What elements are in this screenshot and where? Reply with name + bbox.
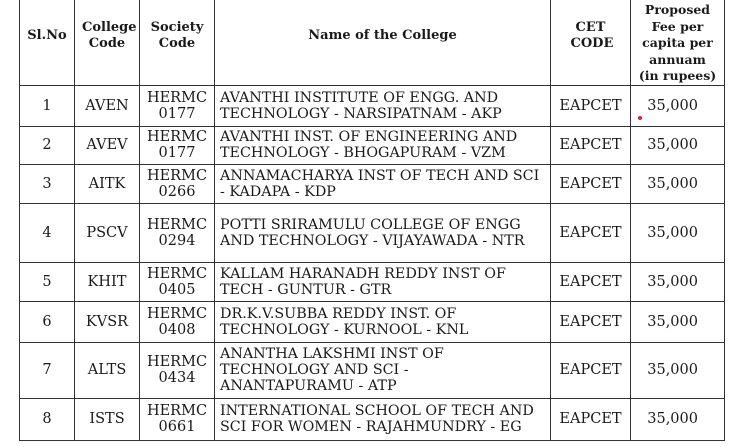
- header-fee-line5: (in rupees): [638, 68, 717, 83]
- row-college-code: KHIT: [75, 262, 140, 301]
- row-college-name: ANNAMACHARYA INST OF TECH AND SCI - KADAPA - KDP: [215, 164, 551, 203]
- row-cet-code: EAPCET: [551, 342, 631, 398]
- header-sl-no: Sl.No: [20, 0, 75, 85]
- row-college-code: AVEN: [75, 85, 140, 126]
- society-code-prefix: HERMC: [146, 167, 208, 184]
- society-code-number: 0177: [158, 105, 196, 122]
- row-college-name: POTTI SRIRAMULU COLLEGE OF ENGG AND TECHNOLOGY - VIJAYAWADA - NTR: [215, 203, 551, 262]
- society-code-number: 0661: [158, 419, 196, 435]
- row-sl-no: 3: [20, 164, 75, 203]
- society-code-number: 0434: [158, 370, 196, 386]
- table-row: [20, 203, 725, 262]
- row-sl-no: 6: [20, 301, 75, 342]
- row-society-code: [140, 301, 215, 342]
- row-society-code: [140, 203, 215, 262]
- row-college-name: INTERNATIONAL SCHOOL OF TECH AND SCI FOR WOMEN - RAJAHMUNDRY - EG: [215, 398, 551, 440]
- header-college-code: College Code: [75, 0, 140, 85]
- fee-table: [19, 0, 725, 441]
- header-fee-line2: Fee per: [651, 18, 704, 34]
- society-code-number: 0177: [158, 145, 196, 161]
- row-fee: 35,000: [631, 126, 725, 164]
- row-college-code: KVSR: [75, 301, 140, 342]
- red-mark: [638, 116, 642, 120]
- row-cet-code: EAPCET: [551, 85, 631, 126]
- society-code-number: 0405: [158, 281, 196, 298]
- header-fee-line4: annuam: [649, 51, 706, 67]
- row-college-code: ISTS: [75, 398, 140, 440]
- society-code-prefix: HERMC: [146, 305, 208, 322]
- society-code-prefix: HERMC: [146, 265, 208, 282]
- row-sl-no: 2: [20, 126, 75, 164]
- society-code-number: 0408: [158, 321, 196, 338]
- row-college-code: AITK: [75, 164, 140, 203]
- header-fee: [631, 0, 725, 85]
- row-fee: 35,000: [631, 85, 725, 126]
- row-sl-no: 1: [20, 85, 75, 126]
- row-sl-no: 4: [20, 203, 75, 262]
- society-code-prefix: HERMC: [146, 216, 208, 233]
- row-fee: 35,000: [631, 164, 725, 203]
- row-society-code: [140, 398, 215, 440]
- row-cet-code: EAPCET: [551, 203, 631, 262]
- row-fee: 35,000: [631, 342, 725, 398]
- header-society-code: Society Code: [140, 0, 215, 85]
- row-fee: 35,000: [631, 301, 725, 342]
- row-cet-code: EAPCET: [551, 398, 631, 440]
- header-name: Name of the College: [215, 0, 551, 85]
- row-sl-no: 8: [20, 398, 75, 440]
- row-cet-code: EAPCET: [551, 262, 631, 301]
- society-code-number: 0294: [158, 232, 196, 249]
- header-fee-line1: Proposed: [644, 2, 711, 17]
- row-society-code: [140, 262, 215, 301]
- society-code-prefix: HERMC: [146, 89, 208, 106]
- row-college-name: AVANTHI INSTITUTE OF ENGG. AND TECHNOLOGY - NARSIPATNAM - AKP: [215, 85, 551, 126]
- table-row: [20, 342, 725, 398]
- table-row: [20, 262, 725, 301]
- society-code-number: 0266: [158, 183, 196, 200]
- row-college-name: AVANTHI INST. OF ENGINEERING AND TECHNOLOGY - BHOGAPURAM - VZM: [215, 126, 551, 164]
- row-fee: 35,000: [631, 398, 725, 440]
- row-sl-no: 7: [20, 342, 75, 398]
- row-society-code: [140, 85, 215, 126]
- row-cet-code: EAPCET: [551, 301, 631, 342]
- row-college-code: AVEV: [75, 126, 140, 164]
- row-sl-no: 5: [20, 262, 75, 301]
- society-code-prefix: HERMC: [146, 354, 208, 370]
- row-college-name: ANANTHA LAKSHMI INST OF TECHNOLOGY AND SCI - ANANTAPURAMU - ATP: [215, 342, 551, 398]
- table-row: [20, 164, 725, 203]
- table-row: [20, 126, 725, 164]
- row-college-name: DR.K.V.SUBBA REDDY INST. OF TECHNOLOGY - KURNOOL - KNL: [215, 301, 551, 342]
- row-college-name: KALLAM HARANADH REDDY INST OF TECH - GUNTUR - GTR: [215, 262, 551, 301]
- row-fee: 35,000: [631, 203, 725, 262]
- row-society-code: [140, 164, 215, 203]
- row-cet-code: EAPCET: [551, 126, 631, 164]
- society-code-prefix: HERMC: [146, 403, 208, 419]
- table-row: [20, 398, 725, 440]
- table-row: [20, 301, 725, 342]
- row-fee: 35,000: [631, 262, 725, 301]
- row-society-code: [140, 126, 215, 164]
- header-fee-line3: capita per: [642, 35, 713, 50]
- row-college-code: PSCV: [75, 203, 140, 262]
- table-row: [20, 85, 725, 126]
- row-cet-code: EAPCET: [551, 164, 631, 203]
- row-college-code: ALTS: [75, 342, 140, 398]
- header-row: [20, 0, 725, 85]
- header-cet-code: CET CODE: [551, 0, 631, 85]
- society-code-prefix: HERMC: [146, 129, 208, 145]
- row-society-code: [140, 342, 215, 398]
